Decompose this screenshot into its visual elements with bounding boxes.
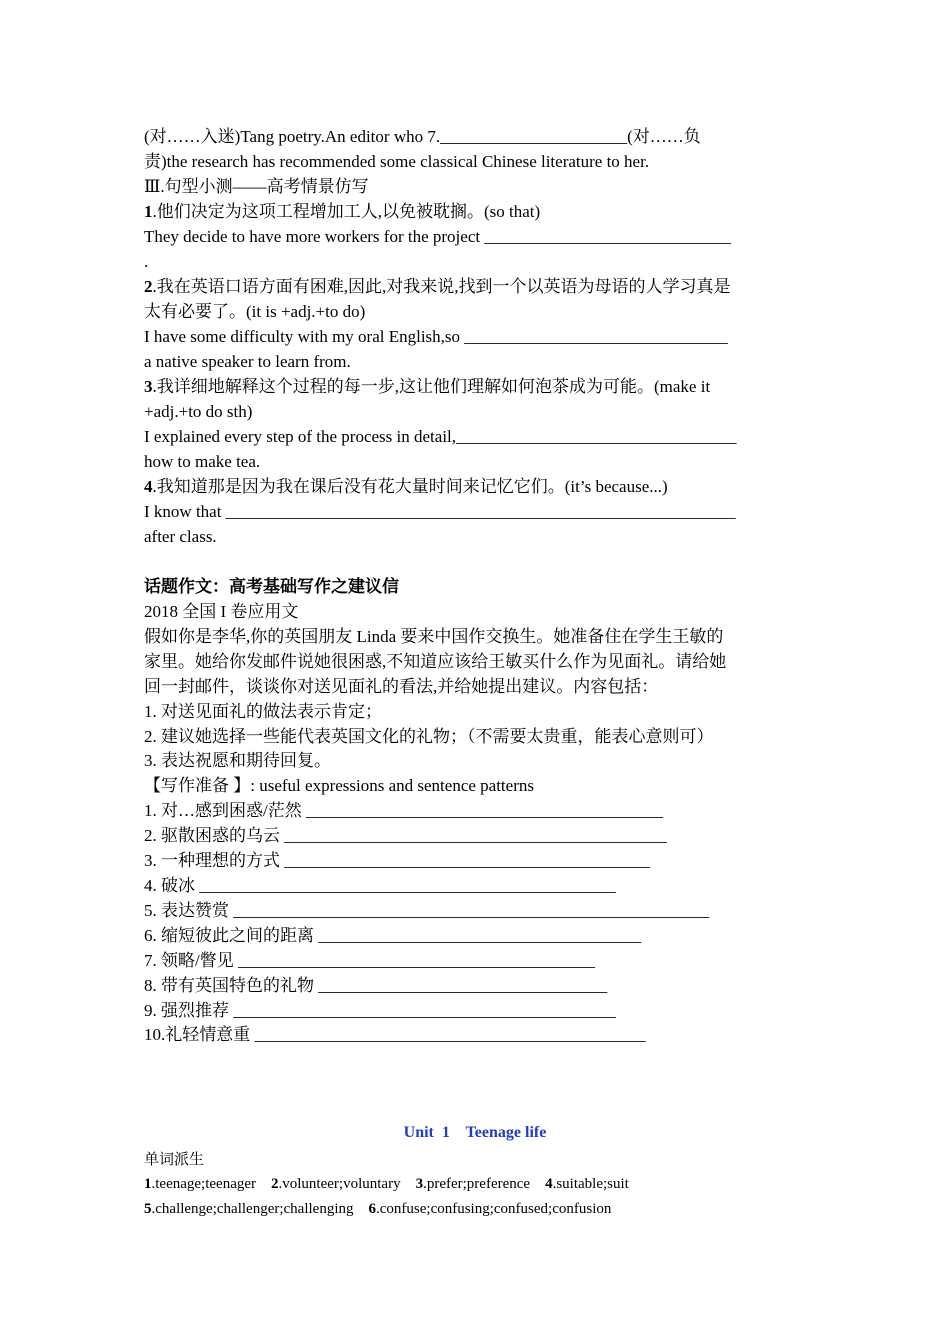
derivation-number: 5: [144, 1201, 152, 1217]
expression-item: 8. 带有英国特色的礼物 __________________________________: [144, 976, 608, 995]
derivation-words: .confuse;confusing;confused;confusion: [376, 1201, 612, 1217]
expression-item: 6. 缩短彼此之间的距离 ______________________________________: [144, 926, 642, 945]
text-line: 家里。她给你发邮件说她很困惑,不知道应该给王敏买什么作为见面礼。请给她: [144, 652, 727, 671]
text-line: 单词派生: [144, 1152, 205, 1168]
text-line: .: [144, 252, 149, 271]
answers-title: Unit 1 Teenage life: [403, 1124, 547, 1141]
derivation-words: .prefer;preference: [423, 1176, 546, 1192]
question-number: 1: [144, 202, 153, 221]
derivation-number: 3: [415, 1176, 424, 1192]
expression-item: 7. 领略/瞥见 __________________________________________: [144, 951, 595, 970]
text-line: 2. 建议她选择一些能代表英国文化的礼物；（不需要太贵重，能表心意则可）: [144, 727, 714, 746]
derivation-line: [144, 1198, 611, 1220]
derivation-number: 1: [144, 1176, 152, 1192]
question-4: [144, 476, 668, 498]
question-number: 3: [144, 377, 153, 396]
expression-item: 5. 表达赞赏 ________________________________________________________: [144, 901, 710, 920]
section-heading: Ⅲ.句型小测——高考情景仿写: [144, 177, 369, 196]
expression-item: 9. 强烈推荐 _____________________________________________: [144, 1001, 616, 1020]
expression-item: 1. 对…感到困惑/茫然 __________________________________________: [144, 801, 663, 820]
question-1: [144, 201, 540, 223]
text-line: a native speaker to learn from.: [144, 352, 351, 371]
question-text: .我在英语口语方面有困难,因此,对我来说,找到一个以英语为母语的人学习真是: [152, 277, 731, 296]
derivation-number: 6: [368, 1201, 376, 1217]
text-line: (对……入迷)Tang poetry.An editor who 7.______________________(对……负: [144, 127, 701, 146]
question-2: [144, 276, 731, 298]
question-number: 2: [144, 277, 153, 296]
answer-line: I know that ____________________________________________________________: [144, 502, 736, 521]
answer-line: I explained every step of the process in detail,_________________________________: [144, 427, 737, 446]
text-line: 1. 对送见面礼的做法表示肯定；: [144, 702, 382, 721]
text-line: 【写作准备 】: useful expressions and sentence patterns: [144, 776, 534, 795]
expression-item: 2. 驱散困惑的乌云 _____________________________________________: [144, 826, 667, 845]
text-line: 假如你是李华,你的英国朋友 Linda 要来中国作交换生。她准备住在学生王敏的: [144, 627, 724, 646]
question-3: [144, 376, 710, 398]
text-line: 太有必要了。(it is +adj.+to do): [144, 302, 366, 321]
derivation-words: .suitable;suit: [552, 1176, 629, 1192]
derivation-words: .volunteer;voluntary: [278, 1176, 416, 1192]
section-heading: 话题作文：高考基础写作之建议信: [144, 577, 399, 596]
text-line: 2018 全国 I 卷应用文: [144, 602, 299, 621]
expression-item: 10.礼轻情意重 ______________________________________________: [144, 1025, 646, 1044]
text-line: 3. 表达祝愿和期待回复。: [144, 751, 331, 770]
answer-line: They decide to have more workers for the project _____________________________: [144, 227, 731, 246]
derivation-words: .teenage;teenager: [151, 1176, 272, 1192]
text-line: after class.: [144, 527, 217, 546]
derivation-line: [144, 1173, 629, 1195]
text-line: +adj.+to do sth): [144, 402, 253, 421]
expression-item: 3. 一种理想的方式 ___________________________________________: [144, 851, 650, 870]
derivation-number: 2: [271, 1176, 279, 1192]
question-text: .他们决定为这项工程增加工人,以免被耽搁。(so that): [152, 202, 541, 221]
expression-item: 4. 破冰 _________________________________________________: [144, 876, 616, 895]
answer-line: I have some difficulty with my oral English,so _______________________________: [144, 327, 728, 346]
question-text: .我知道那是因为我在课后没有花大量时间来记忆它们。(it’s because...): [152, 477, 668, 496]
question-number: 4: [144, 477, 153, 496]
text-line: 回一封邮件，谈谈你对送见面礼的看法,并给她提出建议。内容包括：: [144, 677, 659, 696]
question-text: .我详细地解释这个过程的每一步,这让他们理解如何泡茶成为可能。(make it: [152, 377, 711, 396]
text-line: how to make tea.: [144, 452, 261, 471]
derivation-words: .challenge;challenger;challenging: [151, 1201, 369, 1217]
text-line: 责)the research has recommended some classical Chinese literature to her.: [144, 152, 650, 171]
derivation-number: 4: [545, 1176, 553, 1192]
